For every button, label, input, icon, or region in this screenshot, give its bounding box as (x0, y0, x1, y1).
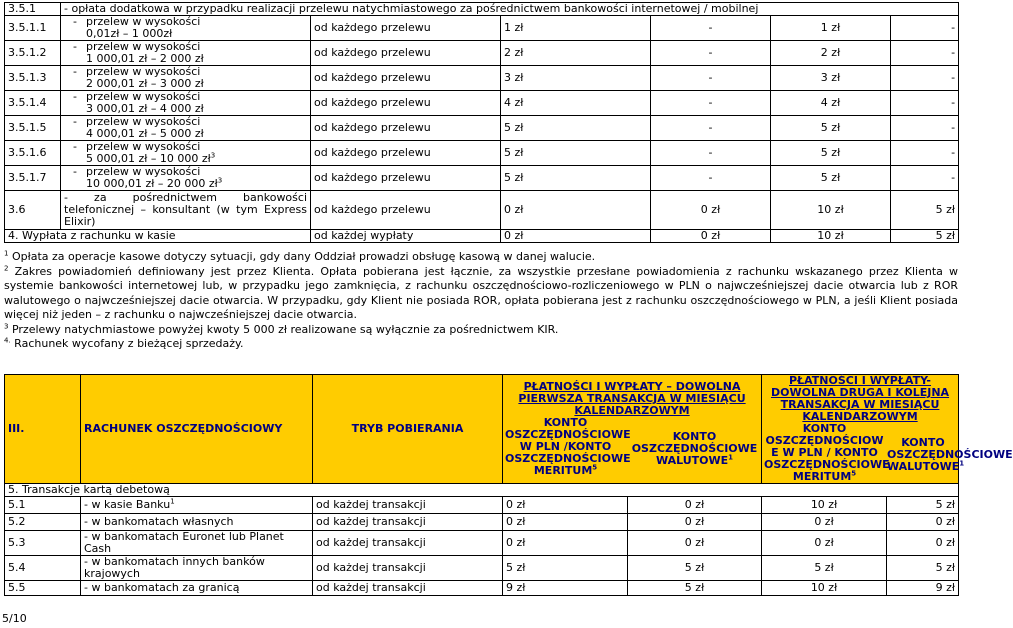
row-number: 5.5 (5, 581, 81, 596)
row-value-2: 0 zł (628, 497, 762, 514)
row-5-1 (5, 497, 959, 514)
row-value-3: 5 zł (771, 166, 891, 191)
row-description: - przelew w wysokości 5 000,01 zł – 10 000 $zł^3$ (61, 141, 311, 166)
row-value-2: 0 zł (651, 191, 771, 230)
group-first-col-fx: KONTO OSZCZĘDNOŚCIOWE WALUTOWE$^1$ (631, 430, 758, 467)
row-3-5-1-1 (5, 16, 959, 41)
row-value-4: - (891, 91, 959, 116)
row-description: - przelew w wysokości 3 000,01 zł – 4 000 zł (61, 91, 311, 116)
row-value-2: - (651, 66, 771, 91)
row-value-2: 0 zł (628, 514, 762, 531)
mode-title: TRYB POBIERANIA (313, 375, 503, 484)
row-value-4: - (891, 16, 959, 41)
row-value-1: 5 zł (501, 166, 651, 191)
row-4 (5, 230, 959, 243)
row-value-2: - (651, 116, 771, 141)
row-number: 3.5.1.2 (5, 41, 61, 66)
row-value-2: - (651, 41, 771, 66)
table-header (5, 375, 959, 484)
row-5-2 (5, 514, 959, 531)
row-value-4: - (891, 166, 959, 191)
row-3-5-1 (5, 3, 959, 16)
group-next-col-pln: KONTO OSZCZĘDNOŚCIOW E W PLN / KONTO OSZCZĘDNOŚCIOWE MERITUM$^5$ (764, 422, 890, 483)
row-value-3: 1 zł (771, 16, 891, 41)
row-frequency: od każdego przelewu (311, 91, 501, 116)
row-value-1: 5 zł (503, 556, 628, 581)
footnote-1: $^1$ Opłata za operacje kasowe dotyczy sytuacji, gdy dany Oddział prowadzi obsługę kasową w danej walucie. (4, 249, 596, 263)
row-frequency: od każdego przelewu (311, 166, 501, 191)
row-number: 3.5.1.3 (5, 66, 61, 91)
row-value-1: 2 zł (501, 41, 651, 66)
row-frequency: od każdego przelewu (311, 41, 501, 66)
row-description: - w kasie Banku$^1$ (81, 497, 313, 514)
row-frequency: od każdej transakcji (313, 497, 503, 514)
row-value-3: 0 zł (762, 514, 887, 531)
row-value-3: 3 zł (771, 66, 891, 91)
row-value-1: 5 zł (501, 141, 651, 166)
row-number: 3.5.1 (5, 3, 61, 16)
row-3-5-1-4 (5, 91, 959, 116)
fees-table-savings-account (4, 374, 1013, 596)
section-5-title: 5. Transakcje kartą debetową (5, 484, 959, 497)
row-value-4: 5 zł (891, 191, 959, 230)
row-value-1: 0 zł (503, 531, 628, 556)
row-5-5 (5, 581, 959, 596)
row-value-4: - (891, 41, 959, 66)
row-value-4: 0 zł (887, 531, 959, 556)
row-number: 5.3 (5, 531, 81, 556)
account-title: RACHUNEK OSZCZĘDNOŚCIOWY (81, 375, 313, 484)
row-5-4 (5, 556, 959, 581)
row-value-2: - (651, 16, 771, 41)
row-number: 5.1 (5, 497, 81, 514)
row-value-3: 5 zł (771, 116, 891, 141)
row-number: 3.5.1.5 (5, 116, 61, 141)
row-value-2: 5 zł (628, 581, 762, 596)
footnote-3: $^3$ Przelewy natychmiastowe powyżej kwoty 5 000 zł realizowane są wyłącznie za pośrednictwem KIR. (4, 321, 559, 336)
row-value-1: 0 zł (501, 191, 651, 230)
row-value-4: - (891, 116, 959, 141)
row-value-3: 10 zł (762, 497, 887, 514)
row-frequency: od każdego przelewu (311, 16, 501, 41)
row-value-3: 4 zł (771, 91, 891, 116)
row-number: 3.5.1.4 (5, 91, 61, 116)
row-number: 3.5.1.7 (5, 166, 61, 191)
row-frequency: od każdej wypłaty (311, 230, 501, 243)
row-value-4: - (891, 141, 959, 166)
row-number: 3.6 (5, 191, 61, 230)
row-value-3: 5 zł (771, 141, 891, 166)
row-description: - w bankomatach za granicą (81, 581, 313, 596)
row-frequency: od każdego przelewu (311, 66, 501, 91)
row-value-1: 0 zł (503, 497, 628, 514)
section-number: III. (5, 375, 81, 484)
row-value-4: - (891, 66, 959, 91)
row-value-1: 4 zł (501, 91, 651, 116)
row-description: - przelew w wysokości 1 000,01 zł – 2 000 zł (61, 41, 311, 66)
footnotes (4, 250, 958, 352)
row-3-5-1-5 (5, 116, 959, 141)
row-number: 5.4 (5, 556, 81, 581)
group-first-transaction-title: PŁATNOŚCI I WYPŁATY – DOWOLNA PIERWSZA TRANSAKCJA W MIESIĄCU KALENDARZOWYM (518, 380, 746, 417)
row-description: - opłata dodatkowa w przypadku realizacji przelewu natychmiastowego za pośrednictwem bankowości internetowej / mobilnej (61, 3, 959, 16)
row-value-4: 5 zł (887, 497, 959, 514)
row-frequency: od każdej transakcji (313, 581, 503, 596)
row-value-4: 5 zł (891, 230, 959, 243)
row-description: - przelew w wysokości 10 000,01 zł – 20 000 $zł^3$ (61, 166, 311, 191)
row-frequency: od każdego przelewu (311, 116, 501, 141)
fees-table-transfers (4, 2, 959, 243)
group-next-transactions-title: PŁATNOŚCI I WYPŁATY- DOWOLNA DRUGA I KOLEJNA TRANSAKCJA W MIESIĄCU KALENDARZOWYM (770, 374, 950, 423)
row-description: - w bankomatach Euronet lub Planet Cash (81, 531, 313, 556)
row-number: 3.5.1.1 (5, 16, 61, 41)
row-description: - przelew w wysokości 0,01zł – 1 000zł (61, 16, 311, 41)
row-number: 3.5.1.6 (5, 141, 61, 166)
row-description: - przelew w wysokości 2 000,01 zł – 3 000 zł (61, 66, 311, 91)
row-value-2: 5 zł (628, 556, 762, 581)
row-3-5-1-7 (5, 166, 959, 191)
row-value-1: 0 zł (501, 230, 651, 243)
row-value-3: 0 zł (762, 531, 887, 556)
row-value-1: 3 zł (501, 66, 651, 91)
row-description: - w bankomatach innych banków krajowych (81, 556, 313, 581)
row-value-2: 0 zł (628, 531, 762, 556)
row-value-3: 2 zł (771, 41, 891, 66)
group-next-transactions (762, 374, 1013, 484)
row-3-6 (5, 191, 959, 230)
group-next-col-fx: KONTO OSZCZĘDNOŚCIOWE WALUTOWE$^1$ (887, 436, 1013, 473)
row-description: - za pośrednictwem bankowości telefonicznej – konsultant (w tym Express Elixir) (61, 191, 311, 230)
row-value-2: 0 zł (651, 230, 771, 243)
row-3-5-1-3 (5, 66, 959, 91)
page-number: 5/10 (2, 612, 27, 625)
row-3-5-1-6 (5, 141, 959, 166)
row-value-3: 10 zł (771, 230, 891, 243)
row-value-2: - (651, 141, 771, 166)
row-value-1: 0 zł (503, 514, 628, 531)
footnote-4: $^{4.}$ Rachunek wycofany z bieżącej sprzedaży. (4, 336, 244, 350)
footnote-2: $^2$ Zakres powiadomień definiowany jest przez Klienta. Opłata pobierana jest łącznie, za wszystkie przesłane powiadomienia z rachunku wskazanego przez Klienta w systemie bankowości internetowej lub, w przypadku jego zamknięcia, z rachunku oszczędnościowo-rozliczeniowego w PLN o najwcześniejszej dacie otwarcia lub z ROR walutowego o najwcześniejszej dacie otwarcia. W przypadku, gdy Klient nie posiada ROR, opłata pobierana jest z rachunku oszczędnościowego w PLN, a jeśli Klient posiada więcej niż jeden – z rachunku o najwcześniejszej dacie otwarcia. (4, 263, 958, 321)
row-frequency: od każdego przelewu (311, 141, 501, 166)
row-number: 5.2 (5, 514, 81, 531)
row-value-4: 0 zł (887, 514, 959, 531)
row-value-1: 9 zł (503, 581, 628, 596)
row-description: - przelew w wysokości 4 000,01 zł – 5 000 zł (61, 116, 311, 141)
group-first-col-pln: KONTO OSZCZĘDNOŚCIOWE W PLN /KONTO OSZCZĘDNOŚCIOWE MERITUM$^5$ (505, 416, 631, 477)
row-value-2: - (651, 91, 771, 116)
row-value-2: - (651, 166, 771, 191)
row-frequency: od każdej transakcji (313, 514, 503, 531)
row-frequency: od każdej transakcji (313, 531, 503, 556)
section-5-row (5, 484, 959, 497)
row-value-3: 5 zł (762, 556, 887, 581)
row-description: - w bankomatach własnych (81, 514, 313, 531)
row-frequency: od każdej transakcji (313, 556, 503, 581)
row-value-4: 9 zł (887, 581, 959, 596)
row-frequency: od każdego przelewu (311, 191, 501, 230)
row-3-5-1-2 (5, 41, 959, 66)
row-value-3: 10 zł (762, 581, 887, 596)
group-first-transaction (503, 375, 762, 484)
row-value-3: 10 zł (771, 191, 891, 230)
row-value-1: 5 zł (501, 116, 651, 141)
row-5-3 (5, 531, 959, 556)
row-value-1: 1 zł (501, 16, 651, 41)
row-description: 4. Wypłata z rachunku w kasie (5, 230, 311, 243)
row-value-4: 5 zł (887, 556, 959, 581)
